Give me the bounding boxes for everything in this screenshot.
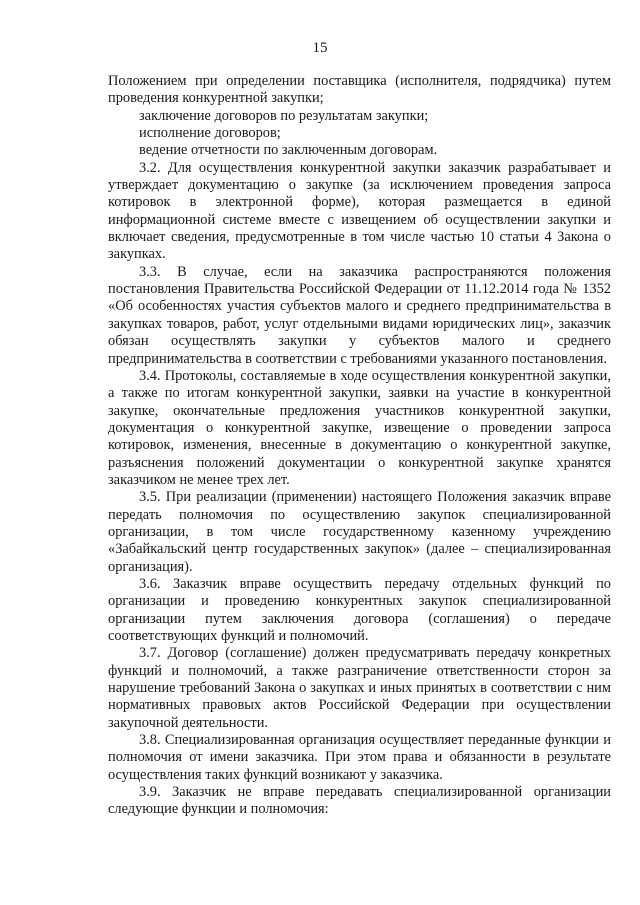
clause-3-3: 3.3. В случае, если на заказчика распространяются положения постановления Правительства Российской Федерации от 11.12.2014 года № 1352 «Об особенностях участия субъектов малого и среднего предпринимательства в закупках товаров, работ, услуг отдельными видами юридических лиц», заказчик обязан осуществлять закупки у субъектов малого и среднего предпринимательства в соответствии с требованиями указанного постановления. [108,263,611,367]
clause-3-9: 3.9. Заказчик не вправе передавать специализированной организации следующие функции и полномочия: [108,784,611,818]
paragraph-continuation: Положением при определении поставщика (исполнителя, подрядчика) путем проведения конкурентной закупки; [108,73,611,107]
clause-3-6: 3.6. Заказчик вправе осуществить передачу отдельных функций по организации и проведению конкурентных закупок специализированной организации путем заключения договора (соглашения) о передаче соответствующих функций и полномочий. [108,575,611,644]
list-item-reporting: ведение отчетности по заключенным договорам. [139,142,438,159]
list-item-contracts-conclusion: заключение договоров по результатам закупки; [139,107,429,124]
clause-3-7: 3.7. Договор (соглашение) должен предусматривать передачу конкретных функций и полномочий, а также разграничение ответственности сторон за нарушение требований Закона о закупках и иных принятых в соответствии с ним нормативных правовых актов Российской Федерации при осуществлении закупочной деятельности. [108,645,611,731]
clause-3-8: 3.8. Специализированная организация осуществляет переданные функции и полномочия от имени заказчика. При этом права и обязанности в результате осуществления таких функций возникают у заказчика. [108,732,611,783]
clause-3-4: 3.4. Протоколы, составляемые в ходе осуществления конкурентной закупки, а также по итогам конкурентной закупки, заявки на участие в конкурентной закупке, окончательные предложения участников конкурентной закупки, документация о конкурентной закупке, извещение о проведении запроса котировок, изменения, внесенные в документацию о конкурентной закупке, разъяснения положений документации о конкурентной закупке хранятся заказчиком не менее трех лет. [108,367,611,488]
page-number: 15 [312,40,328,56]
list-item-contracts-execution: исполнение договоров; [139,125,281,142]
clause-3-5: 3.5. При реализации (применении) настоящего Положения заказчик вправе передать полномочия по осуществлению закупок специализированной организации, в том числе государственному казенному учреждению «Забайкальский центр государственных закупок» (далее – специализированная организация). [108,489,611,575]
document-body [108,73,611,819]
clause-3-2: 3.2. Для осуществления конкурентной закупки заказчик разрабатывает и утверждает документацию о закупке (за исключением проведения запроса котировок в электронной форме), которая размещается в единой информационной системе вместе с извещением об осуществлении закупки и включает сведения, предусмотренные в том числе частью 10 статьи 4 Закона о закупках. [108,159,611,263]
